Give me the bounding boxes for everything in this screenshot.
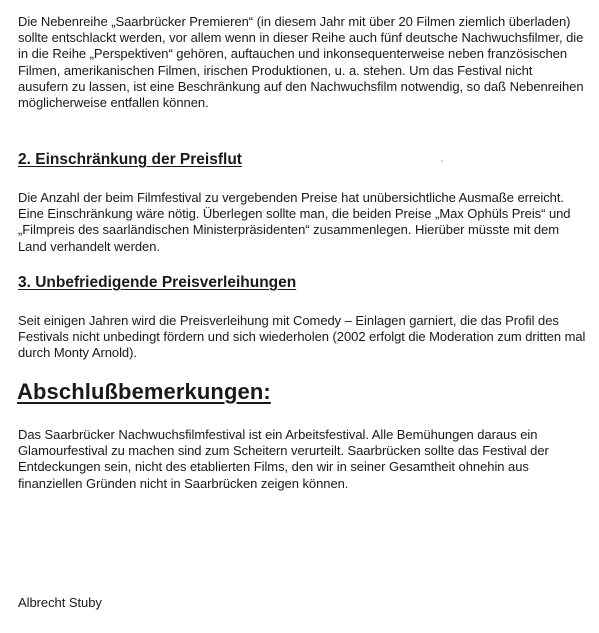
closing-heading: Abschlußbemerkungen: [17, 379, 271, 404]
section-heading-preisflut: 2. Einschränkung der Preisflut [18, 151, 242, 168]
preisverleihungen-paragraph: Seit einigen Jahren wird die Preisverleihung mit Comedy – Einlagen garniert, die das Profil des Festivals nicht unbedingt fördern und sich wiederholen (2002 erfolgt die Moderation zum dritten mal durch Monty Arnold). [18, 313, 586, 361]
intro-paragraph: Die Nebenreihe „Saarbrücker Premieren“ (in diesem Jahr mit über 20 Filmen ziemlich überladen) sollte entschlackt werden, vor allem wenn in dieser Reihe auch fünf deutsche Nachwuchsfilmer, die in die Reihe „Perspektiven“ gehören, auftauchen und inkonsequenterweise neben französischen Filmen, amerikanischen Filmen, irischen Produktionen, u. a. stehen. Um das Festival nicht ausufern zu lassen, ist eine Beschränkung auf den Nachwuchsfilm notwendig, so daß Nebenreihen möglicherweise entfallen können. [18, 14, 584, 111]
preisflut-paragraph: Die Anzahl der beim Filmfestival zu vergebenden Preise hat unübersichtliche Ausmaße erreicht. Eine Einschränkung wäre nötig. Überlegen sollte man, die beiden Preise „Max Ophüls Preis“ und „Filmpreis des saarländischen Ministerpräsidenten“ zusammenlegen. Hierüber müsste mit dem Land verhandelt werden. [18, 190, 571, 254]
section-heading-preisverleihungen: 3. Unbefriedigende Preisverleihungen [18, 274, 297, 291]
closing-paragraph: Das Saarbrücker Nachwuchsfilmfestival ist ein Arbeitsfestival. Alle Bemühungen daraus ein Glamourfestival zu machen sind zum Scheitern verurteilt. Saarbrücken sollte das Festival der Entdeckungen sein, nicht des etablierten Films, den wir in seiner Gesamtheit ohnehin aus finanziellen Gründen nicht in Saarbrücken zeigen können. [18, 427, 549, 491]
scan-speck [441, 160, 443, 162]
signature-name: Albrecht Stuby [18, 595, 102, 610]
